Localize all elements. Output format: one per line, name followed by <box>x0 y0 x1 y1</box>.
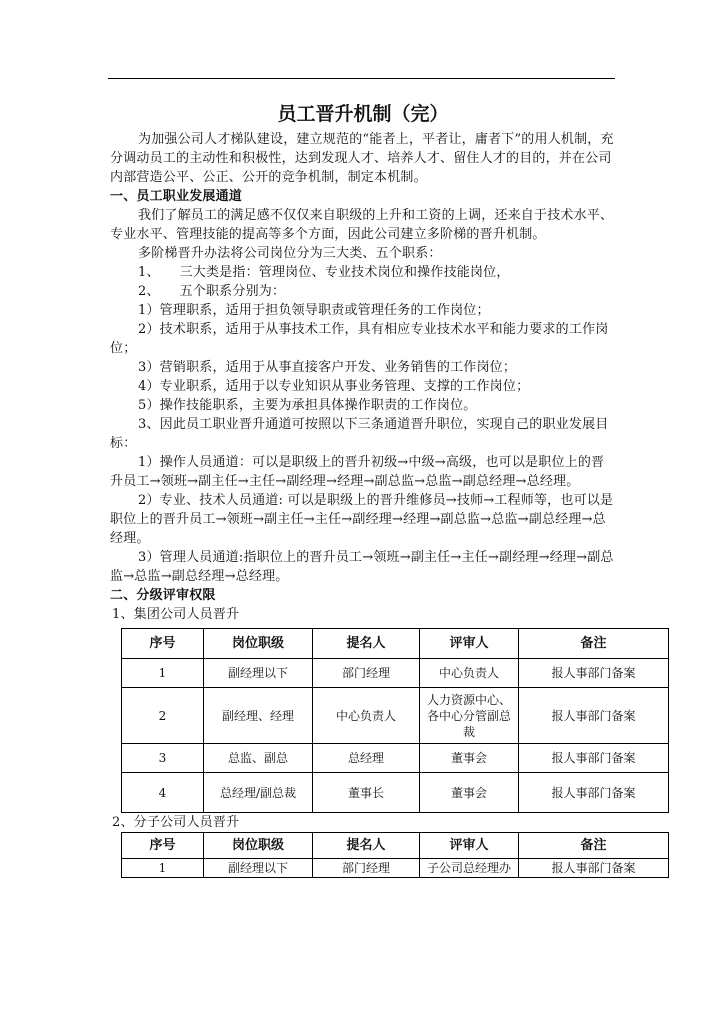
header-cell: 评审人 <box>420 629 519 659</box>
section1-paragraph-2: 多阶梯晋升办法将公司岗位分为三大类、五个职系： <box>138 246 442 261</box>
section-heading-1: 一、员工职业发展通道 <box>110 189 243 204</box>
table-cell: 董事会 <box>420 744 519 773</box>
table-cell: 报人事部门备案 <box>519 688 669 744</box>
header-cell: 提名人 <box>313 833 420 859</box>
table-cell: 董事长 <box>313 773 420 813</box>
section1-paragraph-5: 3、因此员工职业晋升通道可按照以下三条通道晋升职位，实现自己的职业发展目标： <box>110 417 609 451</box>
table-cell: 报人事部门备案 <box>519 659 669 688</box>
document-page <box>110 100 636 878</box>
header-cell: 岗位职级 <box>204 833 313 859</box>
section-heading-2: 二、分级评审权限 <box>110 588 216 603</box>
table-header-row <box>122 629 669 659</box>
table-row <box>122 659 669 688</box>
table-cell: 人力资源中心、各中心分管副总裁 <box>420 688 519 744</box>
table-row <box>122 773 669 813</box>
job-series-item: 5）操作技能职系，主要为承担具体操作职责的工作岗位。 <box>138 398 477 413</box>
table-cell: 2 <box>122 688 204 744</box>
intro-paragraph: 为加强公司人才梯队建设，建立规范的“能者上，平者让，庸者下”的用人机制，充分调动员工的主动性和积极性，达到发现人才、培养人才、留住人才的目的，并在公司内部营造公平、公正、公开的竞争机制，制定本机制。 <box>110 132 614 185</box>
subsidiary-review-table <box>121 832 669 878</box>
promotion-channel: 1）操作人员通道：可以是职级上的晋升初级→中级→高级，也可以是职位上的晋升员工→领班→副主任→主任→副经理→经理→副总监→总监→副总经理→总经理。 <box>110 455 605 489</box>
table-row <box>122 859 669 878</box>
header-cell: 评审人 <box>420 833 519 859</box>
header-cell: 岗位职级 <box>204 629 313 659</box>
table-cell: 副经理、经理 <box>204 688 313 744</box>
document-title: 员工晋升机制（完） <box>277 103 449 125</box>
table-cell: 总监、副总 <box>204 744 313 773</box>
table-cell: 部门经理 <box>313 659 420 688</box>
table-cell: 副经理以下 <box>204 859 313 878</box>
header-cell: 序号 <box>122 833 204 859</box>
table-cell: 部门经理 <box>313 859 420 878</box>
table-cell: 报人事部门备案 <box>519 773 669 813</box>
job-series-item: 1）管理职系，适用于担负领导职责或管理任务的工作岗位； <box>138 303 490 318</box>
group-review-table <box>121 628 669 813</box>
section1-paragraph-1: 我们了解员工的满足感不仅仅来自职级的上升和工资的上调，还来自于技术水平、专业水平、管理技能的提高等多个方面，因此公司建立多阶梯的晋升机制。 <box>110 208 614 242</box>
table-cell: 副经理以下 <box>204 659 313 688</box>
header-cell: 提名人 <box>313 629 420 659</box>
section1-paragraph-4: 2、 五个职系分别为： <box>138 284 286 299</box>
table-header-row <box>122 833 669 859</box>
table-cell: 报人事部门备案 <box>519 744 669 773</box>
promotion-channel: 2）专业、技术人员通道: 可以是职级上的晋升维修员→技师→工程师等，也可以是职位上的晋升员工→领班→副主任→主任→副经理→经理→副总监→总监→副总经理→总经理。 <box>110 493 614 546</box>
subsection-label-subsidiary: 2、分子公司人员晋升 <box>112 815 240 830</box>
table-cell: 总经理/副总裁 <box>204 773 313 813</box>
job-series-item: 4）专业职系，适用于以专业知识从事业务管理、支撑的工作岗位； <box>138 379 530 394</box>
table-row <box>122 688 669 744</box>
table-cell: 中心负责人 <box>420 659 519 688</box>
table-cell: 4 <box>122 773 204 813</box>
header-cell: 备注 <box>519 833 669 859</box>
subsection-label-group: 1、集团公司人员晋升 <box>112 607 240 622</box>
header-cell: 备注 <box>519 629 669 659</box>
table-cell: 报人事部门备案 <box>519 859 669 878</box>
table-cell: 董事会 <box>420 773 519 813</box>
header-cell: 序号 <box>122 629 204 659</box>
table-cell: 1 <box>122 859 204 878</box>
table-cell: 3 <box>122 744 204 773</box>
table-cell: 中心负责人 <box>313 688 420 744</box>
promotion-channel: 3）管理人员通道:指职位上的晋升员工→领班→副主任→主任→副经理→经理→副总监→总监→副总经理→总经理。 <box>110 550 614 584</box>
section1-paragraph-3: 1、 三大类是指：管理岗位、专业技术岗位和操作技能岗位， <box>138 265 510 280</box>
table-cell: 子公司总经理办 <box>420 859 519 878</box>
table-row <box>122 744 669 773</box>
table-cell: 1 <box>122 659 204 688</box>
job-series-item: 3）营销职系，适用于从事直接客户开发、业务销售的工作岗位； <box>138 360 517 375</box>
table-cell: 总经理 <box>313 744 420 773</box>
header-rule <box>108 78 615 79</box>
job-series-item: 2）技术职系，适用于从事技术工作，具有相应专业技术水平和能力要求的工作岗位； <box>110 322 609 356</box>
